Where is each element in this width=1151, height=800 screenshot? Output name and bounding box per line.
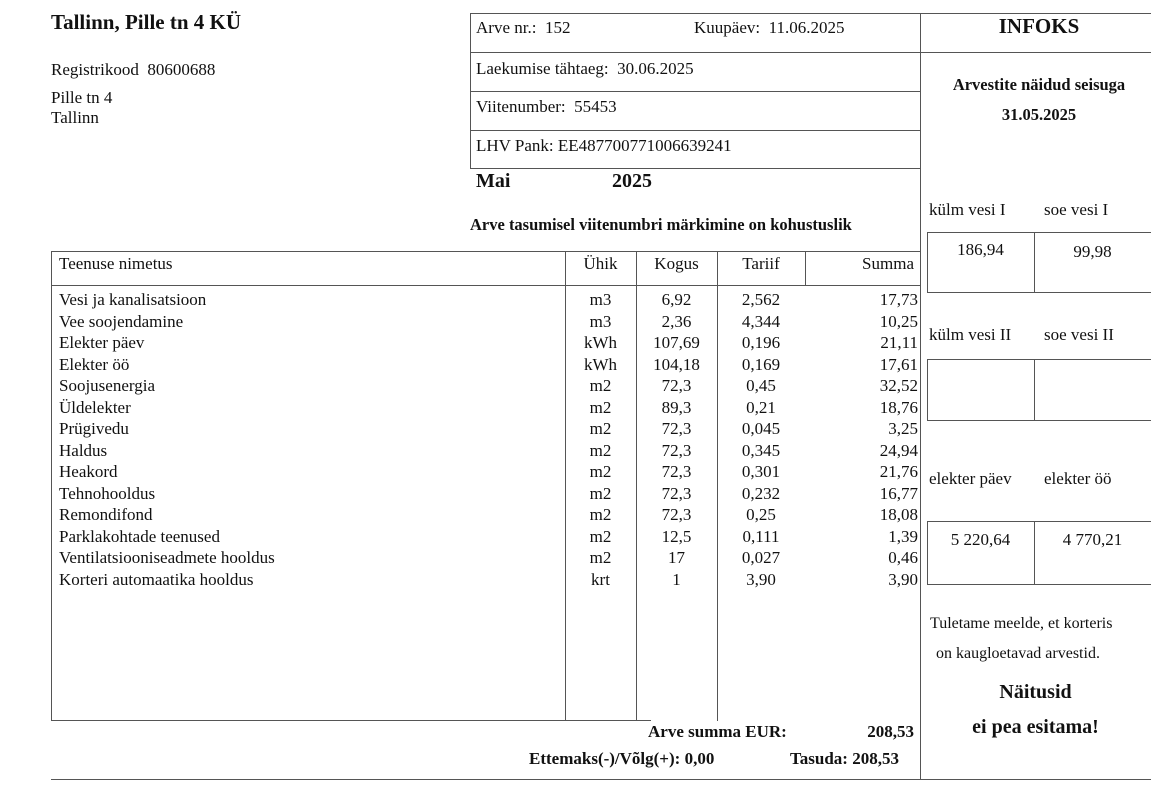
service-tariff: 0,232: [741, 483, 781, 503]
service-sum: 17,73: [879, 290, 918, 309]
iban-value: EE487700771006639241: [557, 136, 732, 155]
service-unit: m2: [589, 397, 612, 417]
electricity-day-value: 5 220,64: [950, 530, 1011, 549]
readings-title: Arvestite näidud seisuga: [952, 75, 1126, 94]
service-quantity: 107,69: [653, 333, 700, 352]
table-row: [51, 461, 920, 483]
invoice-sum-label: Arve summa EUR:: [648, 722, 787, 741]
service-unit: m2: [589, 548, 612, 567]
service-tariff: 4,344: [741, 311, 781, 331]
service-quantity: 72,3: [661, 440, 692, 460]
service-sum: 3,25: [888, 419, 918, 438]
service-quantity: 72,3: [661, 462, 692, 481]
table-row: [51, 311, 920, 333]
service-sum: 1,39: [888, 526, 918, 546]
table-row: [51, 397, 920, 419]
header-unit: Ühik: [583, 254, 618, 273]
company-name: Tallinn, Pille tn 4 KÜ: [51, 10, 242, 34]
service-sum: 24,94: [879, 440, 918, 460]
header-tariff: Tariif: [742, 254, 780, 273]
header-quantity: Kogus: [654, 254, 699, 273]
table-row: [51, 332, 920, 354]
service-unit: m3: [589, 311, 612, 331]
due-date-value: 30.06.2025: [617, 59, 694, 78]
service-name: Heakord: [59, 462, 118, 481]
table-row: [51, 569, 920, 591]
invoice-date-value: 11.06.2025: [768, 18, 845, 37]
invoice-sum-value: 208,53: [867, 722, 914, 741]
electricity-night-label: elekter öö: [1044, 469, 1112, 488]
header-service-name: Teenuse nimetus: [59, 254, 173, 273]
reference-notice: Arve tasumisel viitenumbri märkimine on kohustuslik: [470, 215, 852, 234]
service-tariff: 0,25: [746, 505, 776, 524]
service-unit: krt: [591, 569, 610, 589]
table-row: [51, 483, 920, 505]
table-row: [51, 547, 920, 569]
table-row: [51, 526, 920, 548]
service-unit: kWh: [583, 333, 618, 352]
service-quantity: 72,3: [661, 483, 692, 503]
service-tariff: 0,111: [742, 526, 780, 546]
service-quantity: 1: [672, 569, 681, 589]
service-name: Vee soojendamine: [59, 311, 184, 331]
hot-water-2-label: soe vesi II: [1044, 325, 1114, 344]
service-unit: m2: [589, 526, 612, 546]
service-unit: m2: [589, 376, 612, 395]
service-sum: 10,25: [879, 311, 918, 331]
service-tariff: 0,345: [741, 440, 781, 460]
service-quantity: 72,3: [661, 505, 692, 524]
reference-number-value: 55453: [574, 97, 617, 116]
table-row: [51, 289, 920, 311]
electricity-night-value: 4 770,21: [1062, 530, 1123, 549]
service-name: Elekter päev: [59, 333, 145, 352]
billing-month: Mai: [476, 170, 511, 192]
service-name: Korteri automaatika hooldus: [59, 569, 254, 589]
invoice-number-label: Arve nr.:: [476, 18, 537, 37]
prepayment-label: Ettemaks(-)/Võlg(+):: [529, 749, 681, 768]
hot-water-1-value: 99,98: [1073, 242, 1112, 261]
service-name: Vesi ja kanalisatsioon: [59, 290, 207, 309]
address-city: Tallinn: [51, 108, 99, 127]
amount-due: [790, 749, 899, 769]
amount-due-label: Tasuda:: [790, 749, 848, 768]
invoice-number: [476, 18, 570, 38]
service-name: Remondifond: [59, 505, 153, 524]
service-tariff: 2,562: [741, 290, 781, 309]
service-tariff: 0,196: [741, 333, 781, 352]
hot-water-1-label: soe vesi I: [1044, 200, 1109, 219]
service-name: Ventilatsiooniseadmete hooldus: [59, 548, 275, 567]
cold-water-2-label: külm vesi II: [929, 325, 1012, 344]
table-row: [51, 354, 920, 376]
service-tariff: 0,169: [741, 354, 781, 374]
service-name: Haldus: [59, 440, 108, 460]
service-sum: 32,52: [879, 376, 918, 395]
company-address: [51, 88, 112, 128]
table-row: [51, 504, 920, 526]
service-tariff: 0,21: [746, 397, 776, 417]
invoice-date-label: Kuupäev:: [694, 18, 761, 37]
service-sum: 17,61: [879, 354, 918, 374]
service-unit: kWh: [583, 354, 618, 374]
service-unit: m3: [589, 290, 612, 309]
registry-code-label: Registrikood: [51, 60, 139, 79]
invoice-number-value: 152: [544, 18, 571, 37]
service-sum: 18,08: [879, 505, 918, 524]
reference-number: [476, 97, 617, 117]
service-tariff: 0,301: [741, 462, 781, 481]
service-quantity: 104,18: [653, 354, 700, 374]
billing-year: 2025: [612, 170, 652, 192]
service-sum: 21,76: [879, 462, 918, 481]
table-row: [51, 418, 920, 440]
service-tariff: 0,045: [741, 419, 781, 438]
cold-water-1-value: 186,94: [957, 240, 1004, 259]
prepayment-value: 0,00: [684, 749, 715, 768]
service-quantity: 89,3: [661, 397, 692, 417]
due-date-label: Laekumise tähtaeg:: [476, 59, 609, 78]
service-name: Soojusenergia: [59, 376, 156, 395]
service-name: Tehnohooldus: [59, 483, 156, 503]
service-quantity: 72,3: [661, 419, 692, 438]
service-unit: m2: [589, 440, 612, 460]
table-row: [51, 375, 920, 397]
service-quantity: 17: [668, 548, 685, 567]
service-name: Parklakohtade teenused: [59, 526, 220, 546]
cold-water-1-label: külm vesi I: [929, 200, 1006, 219]
amount-due-value: 208,53: [852, 749, 899, 768]
infoks-title: INFOKS: [998, 14, 1080, 38]
reminder-line-2: on kaugloetavad arvestid.: [936, 645, 1100, 662]
service-sum: 21,11: [880, 333, 918, 352]
table-row: [51, 440, 920, 462]
bank-label: LHV Pank:: [476, 136, 554, 155]
address-street: Pille tn 4: [51, 88, 113, 107]
bank-account: [476, 136, 732, 156]
service-name: Prügivedu: [59, 419, 129, 438]
service-quantity: 12,5: [661, 526, 692, 546]
electricity-day-label: elekter päev: [929, 469, 1012, 488]
no-readings-line-1: Näitusid: [999, 681, 1072, 703]
service-unit: m2: [589, 483, 612, 503]
prepayment-debt: [529, 749, 714, 769]
reference-number-label: Viitenumber:: [476, 97, 566, 116]
service-tariff: 0,027: [741, 548, 781, 567]
registry-code-value: 80600688: [147, 60, 216, 79]
service-quantity: 2,36: [661, 311, 692, 331]
table-body: [51, 289, 920, 590]
readings-date: 31.05.2025: [1001, 105, 1077, 124]
service-unit: m2: [589, 505, 612, 524]
due-date: [476, 59, 694, 79]
service-sum: 16,77: [879, 483, 918, 503]
service-sum: 18,76: [879, 397, 918, 417]
registry-code: [51, 60, 215, 80]
header-sum: Summa: [862, 254, 914, 273]
service-sum: 0,46: [888, 548, 918, 567]
reminder-line-1: Tuletame meelde, et korteris: [930, 615, 1113, 632]
service-quantity: 72,3: [661, 376, 692, 395]
service-unit: m2: [589, 419, 612, 438]
service-sum: 3,90: [888, 569, 918, 589]
invoice-date: [694, 18, 844, 38]
no-readings-line-2: ei pea esitama!: [972, 716, 1099, 738]
service-unit: m2: [589, 462, 612, 481]
service-name: Üldelekter: [59, 397, 131, 417]
service-tariff: 3,90: [746, 569, 776, 589]
service-tariff: 0,45: [746, 376, 776, 395]
footer-divider: [51, 779, 1151, 780]
service-name: Elekter öö: [59, 354, 130, 374]
service-quantity: 6,92: [661, 290, 692, 309]
